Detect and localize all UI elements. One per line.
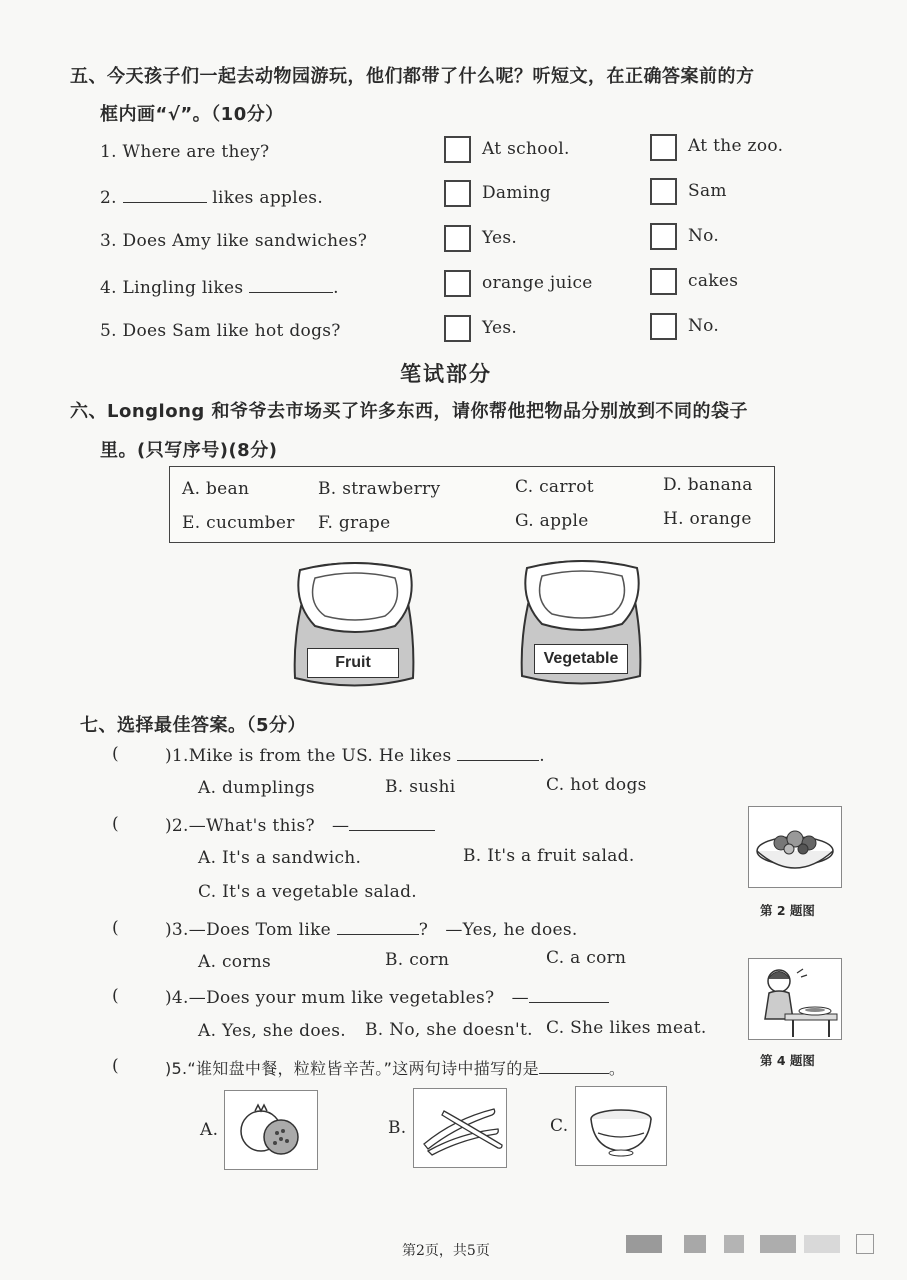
- mc-question-2: [165, 814, 435, 836]
- answer-option: At school.: [482, 139, 570, 159]
- question-number: )1.: [165, 746, 189, 766]
- option-a-image: [224, 1090, 318, 1170]
- answer-blank: [529, 986, 609, 1003]
- item-word: G. apple: [515, 511, 589, 531]
- answer-option: cakes: [688, 271, 739, 291]
- question-text: likes apples.: [206, 188, 324, 208]
- watermark-block: [626, 1235, 662, 1253]
- question-number: )4.: [165, 988, 189, 1008]
- pomegranate-icon: [225, 1091, 317, 1169]
- option-b-image: [413, 1088, 507, 1168]
- item-word-box: [169, 466, 775, 543]
- vegetable-bag-label: Vegetable: [534, 644, 628, 674]
- answer-blank: [457, 744, 539, 761]
- answer-option: orange juice: [482, 273, 593, 293]
- answer-blank[interactable]: [249, 276, 333, 293]
- question-number: )2.: [165, 816, 189, 836]
- question-text: —What's this?: [188, 816, 315, 836]
- section6-heading-line1: 六、Longlong 和爷爷去市场买了许多东西，请你帮他把物品分别放到不同的袋子: [70, 401, 749, 422]
- watermark-block: [724, 1235, 744, 1253]
- question-number: )5.: [165, 1059, 188, 1078]
- question-number: 1.: [100, 142, 117, 162]
- answer-checkbox[interactable]: [444, 315, 471, 342]
- mc-question-3: [165, 918, 578, 940]
- mc-option: C. hot dogs: [546, 775, 647, 795]
- mc-option-label: A.: [200, 1120, 219, 1140]
- mc-option: A. Yes, she does.: [198, 1021, 346, 1041]
- answer-checkbox[interactable]: [650, 178, 677, 205]
- listening-question-5: [100, 321, 341, 341]
- answer-checkbox[interactable]: [650, 134, 677, 161]
- answer-checkbox[interactable]: [444, 136, 471, 163]
- mc-question-1: [165, 744, 545, 766]
- question-text: Does Sam like hot dogs?: [122, 321, 341, 341]
- answer-paren[interactable]: (: [112, 744, 119, 764]
- page-footer: 第2页，共5页: [402, 1243, 490, 1259]
- vegetable-bag: [512, 556, 652, 691]
- question-text: “谁知盘中餐，粒粒皆辛苦。”这两句诗中描写的是: [187, 1059, 539, 1078]
- section7-heading: 七、选择最佳答案。（5分）: [80, 715, 307, 736]
- answer-paren[interactable]: (: [112, 814, 119, 834]
- mum-at-table-icon: [749, 959, 841, 1039]
- listening-question-2: [100, 186, 323, 208]
- question-number: )3.: [165, 920, 189, 940]
- mc-option: C. a corn: [546, 948, 627, 968]
- question-number: 2.: [100, 188, 117, 208]
- answer-blank[interactable]: [123, 186, 207, 203]
- item-word: H. orange: [663, 509, 752, 529]
- mc-option: A. corns: [198, 952, 272, 972]
- listening-question-3: [100, 231, 367, 251]
- mc-option: B. No, she doesn't.: [365, 1020, 533, 1040]
- watermark-block: [804, 1235, 840, 1253]
- question-text: —Does Tom like: [188, 920, 332, 940]
- item-word: B. strawberry: [318, 479, 441, 499]
- question-text: —: [332, 816, 350, 836]
- answer-paren[interactable]: (: [112, 1056, 119, 1076]
- mc-option: B. corn: [385, 950, 450, 970]
- question-text: —Yes, he does.: [445, 920, 578, 940]
- answer-checkbox[interactable]: [650, 268, 677, 295]
- answer-option: Yes.: [482, 228, 518, 248]
- beans-icon: [414, 1089, 506, 1167]
- question-text: —: [511, 988, 529, 1008]
- mc-question-5: [165, 1056, 625, 1079]
- answer-checkbox[interactable]: [444, 270, 471, 297]
- answer-blank: [539, 1057, 609, 1074]
- item-word: A. bean: [182, 479, 250, 499]
- mc-option-label: B.: [388, 1118, 407, 1138]
- figure-2-caption: 第 2 题图: [760, 903, 815, 918]
- answer-blank: [337, 918, 419, 935]
- section6-heading-line2: 里。(只写序号)(8分): [100, 440, 278, 461]
- question-text: 。: [608, 1059, 626, 1078]
- answer-option: At the zoo.: [688, 136, 784, 156]
- rice-bowl-icon: [576, 1087, 666, 1165]
- answer-blank: [349, 814, 435, 831]
- listening-question-4: [100, 276, 339, 298]
- answer-checkbox[interactable]: [444, 180, 471, 207]
- item-word: F. grape: [318, 513, 391, 533]
- section5-heading-line1: 五、今天孩子们一起去动物园游玩，他们都带了什么呢？听短文，在正确答案前的方: [70, 66, 755, 87]
- question-number: 4.: [100, 278, 117, 298]
- figure-4-caption: 第 4 题图: [760, 1053, 815, 1068]
- answer-paren[interactable]: (: [112, 918, 119, 938]
- fruit-bag-label: Fruit: [307, 648, 399, 678]
- menu-icon: [856, 1234, 874, 1254]
- mc-question-4: [165, 986, 609, 1008]
- mc-option: B. sushi: [385, 777, 456, 797]
- question-text: —Does your mum like vegetables?: [188, 988, 495, 1008]
- question-text: Does Amy like sandwiches?: [122, 231, 368, 251]
- answer-option: Sam: [688, 181, 727, 201]
- item-word: C. carrot: [515, 477, 594, 497]
- mc-option: C. It's a vegetable salad.: [198, 882, 417, 902]
- question-number: 3.: [100, 231, 117, 251]
- section5-heading-line2: 框内画“√”。（10分）: [100, 104, 284, 125]
- listening-question-1: [100, 142, 269, 162]
- question-text: .: [333, 278, 339, 298]
- mc-option: B. It's a fruit salad.: [463, 846, 635, 866]
- answer-option: No.: [688, 316, 720, 336]
- option-c-image: [575, 1086, 667, 1166]
- item-word: E. cucumber: [182, 513, 295, 533]
- question-text: Where are they?: [122, 142, 270, 162]
- answer-paren[interactable]: (: [112, 986, 119, 1006]
- watermark-block: [684, 1235, 706, 1253]
- question-text: ?: [418, 920, 429, 940]
- answer-checkbox[interactable]: [650, 313, 677, 340]
- question-text: .: [539, 746, 545, 766]
- salad-bowl-icon: [749, 807, 841, 887]
- question-number: 5.: [100, 321, 117, 341]
- mc-option: C. She likes meat.: [546, 1018, 707, 1038]
- item-word: D. banana: [663, 475, 753, 495]
- figure-4-mum-eating: [748, 958, 842, 1040]
- figure-2-salad: [748, 806, 842, 888]
- written-part-title: 笔试部分: [400, 362, 492, 386]
- watermark-block: [760, 1235, 796, 1253]
- answer-option: Yes.: [482, 318, 518, 338]
- mc-option: A. dumplings: [198, 778, 315, 798]
- answer-option: Daming: [482, 183, 551, 203]
- question-text: Lingling likes: [122, 278, 250, 298]
- answer-checkbox[interactable]: [444, 225, 471, 252]
- answer-option: No.: [688, 226, 720, 246]
- mc-option-label: C.: [550, 1116, 569, 1136]
- question-text: Mike is from the US. He likes: [188, 746, 452, 766]
- fruit-bag: [285, 558, 425, 693]
- answer-checkbox[interactable]: [650, 223, 677, 250]
- mc-option: A. It's a sandwich.: [198, 848, 362, 868]
